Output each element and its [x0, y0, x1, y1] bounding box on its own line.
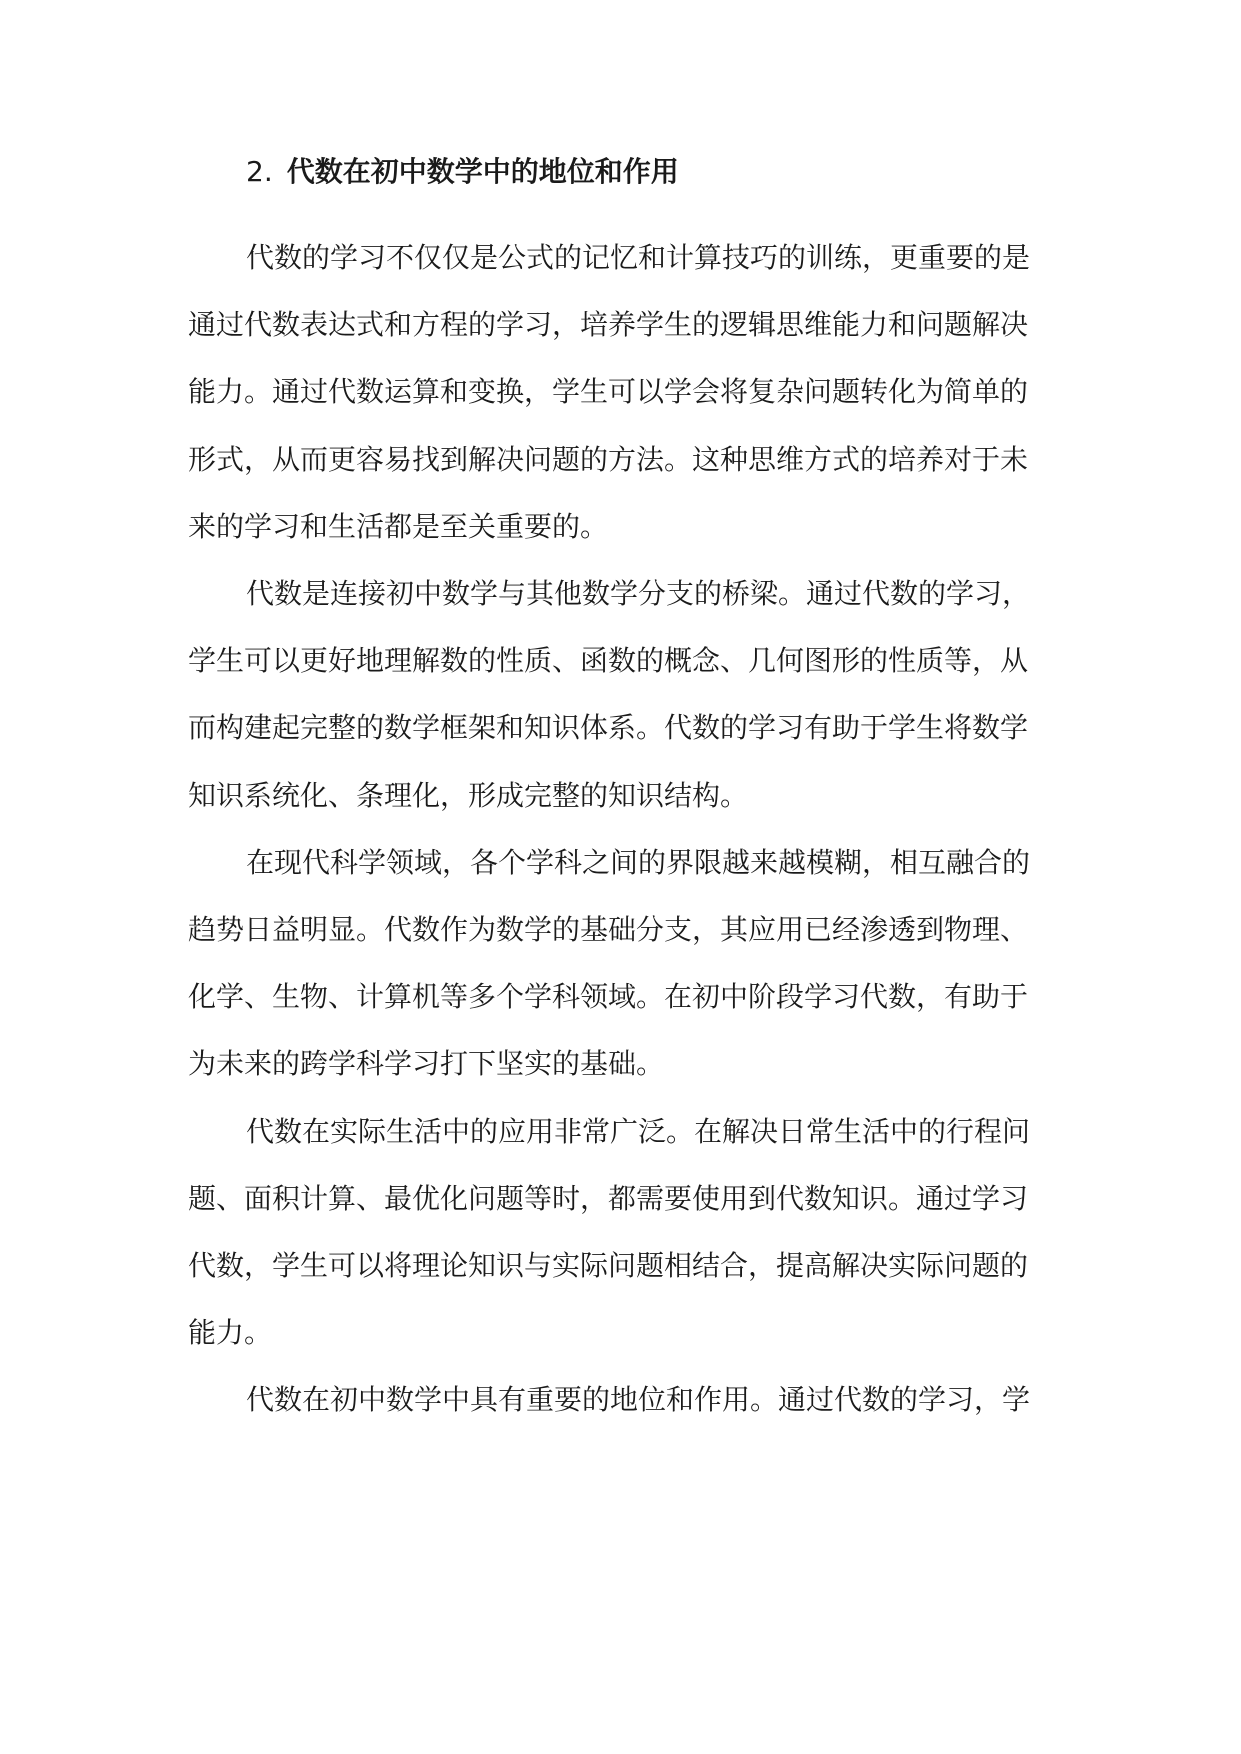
section-number: 2.: [246, 155, 273, 188]
paragraph-line: 题、面积计算、最优化问题等时，都需要使用到代数知识。通过学习: [188, 1181, 1029, 1215]
paragraph-line: 为未来的跨学科学习打下坚实的基础。: [188, 1047, 665, 1081]
section-heading: [246, 150, 679, 194]
paragraph-line: 而构建起完整的数学框架和知识体系。代数的学习有助于学生将数学: [188, 711, 1029, 745]
paragraph-1: [188, 224, 1058, 560]
paragraph-line: 在现代科学领域，各个学科之间的界限越来越模糊，相互融合的: [246, 845, 1031, 879]
paragraph-line: 能力。通过代数运算和变换，学生可以学会将复杂问题转化为简单的: [188, 375, 1029, 409]
section-title: 代数在初中数学中的地位和作用: [286, 155, 679, 188]
paragraph-3: [188, 829, 1058, 1098]
paragraph-line: 代数的学习不仅仅是公式的记忆和计算技巧的训练，更重要的是: [246, 241, 1031, 274]
paragraph-line: 知识系统化、条理化，形成完整的知识结构。: [188, 778, 749, 812]
paragraph-line: 代数在实际生活中的应用非常广泛。在解决日常生活中的行程问: [246, 1114, 1031, 1148]
paragraph-line: 趋势日益明显。代数作为数学的基础分支，其应用已经渗透到物理、: [188, 913, 1029, 947]
paragraph-line: 化学、生物、计算机等多个学科领域。在初中阶段学习代数，有助于: [188, 980, 1029, 1014]
paragraph-2: [188, 560, 1058, 829]
paragraph-line: 学生可以更好地理解数的性质、函数的概念、几何图形的性质等，从: [188, 644, 1029, 678]
paragraph-line: 代数在初中数学中具有重要的地位和作用。通过代数的学习，学: [246, 1383, 1031, 1417]
paragraph-line: 形式，从而更容易找到解决问题的方法。这种思维方式的培养对于未: [188, 442, 1029, 476]
paragraph-line: 能力。: [188, 1316, 273, 1350]
document-body: [188, 224, 1058, 1434]
paragraph-line: 通过代数表达式和方程的学习，培养学生的逻辑思维能力和问题解决: [188, 308, 1029, 342]
paragraph-line: 来的学习和生活都是至关重要的。: [188, 509, 609, 543]
paragraph-4: [188, 1098, 1058, 1367]
paragraph-line: 代数是连接初中数学与其他数学分支的桥梁。通过代数的学习，: [246, 577, 1031, 611]
paragraph-5: [188, 1366, 1058, 1433]
paragraph-line: 代数，学生可以将理论知识与实际问题相结合，提高解决实际问题的: [188, 1249, 1029, 1283]
